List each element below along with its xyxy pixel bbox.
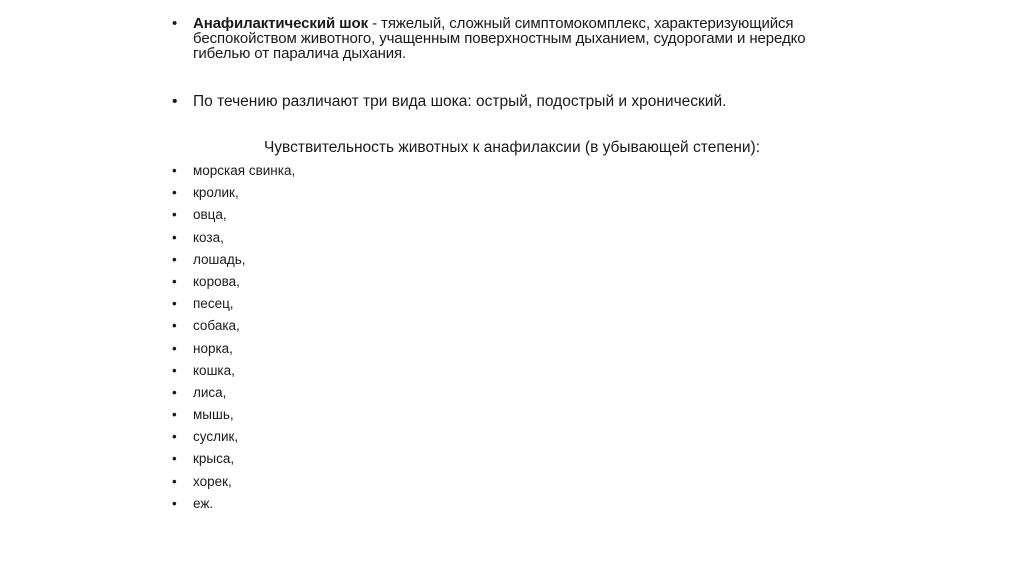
shock-types-text: По течению различают три вида шока: острый, подострый и хронический. bbox=[193, 93, 727, 110]
bullet-marker: • bbox=[172, 163, 177, 178]
definition-text: - тяжелый, сложный симптомокомплекс, характеризующийся беспокойством животного, учащенным поверхностным дыханием, судорогами и нередко гибелью от паралича дыхания. bbox=[193, 15, 806, 62]
bullet-marker: • bbox=[172, 296, 177, 312]
bullet-marker: • bbox=[172, 93, 178, 110]
bullet-marker: • bbox=[172, 429, 177, 445]
bullet-marker: • bbox=[172, 251, 177, 267]
anaphylactic-shock-bullet bbox=[172, 16, 812, 61]
bullet-marker: • bbox=[172, 473, 177, 489]
bullet-marker: • bbox=[172, 407, 177, 423]
animal-label: песец, bbox=[193, 296, 234, 312]
bullet-marker: • bbox=[172, 384, 177, 400]
bullet-marker: • bbox=[172, 15, 178, 32]
animal-label: лошадь, bbox=[193, 251, 246, 267]
animal-label: еж. bbox=[193, 495, 214, 511]
animal-label: кролик, bbox=[193, 185, 239, 201]
term-anaphylactic-shock: Анафилактический шок bbox=[193, 15, 369, 32]
animal-label: хорек, bbox=[193, 473, 232, 489]
animal-label: собака, bbox=[193, 318, 240, 334]
animal-label: кошка, bbox=[193, 362, 235, 378]
bullet-marker: • bbox=[172, 229, 177, 245]
animal-label: лиса, bbox=[193, 384, 227, 400]
animal-label: коза, bbox=[193, 229, 224, 245]
shock-types-bullet bbox=[172, 93, 812, 111]
bullet-marker: • bbox=[172, 207, 177, 223]
bullet-marker: • bbox=[172, 451, 177, 467]
animal-label: морская свинка, bbox=[193, 163, 296, 178]
animal-label: корова, bbox=[193, 273, 240, 289]
bullet-marker: • bbox=[172, 340, 177, 356]
animal-label: мышь, bbox=[193, 407, 234, 423]
bullet-marker: • bbox=[172, 185, 177, 201]
animal-label: суслик, bbox=[193, 429, 239, 445]
sensitivity-heading: Чувствительность животных к анафилаксии (в убывающей степени): bbox=[263, 139, 761, 156]
animal-label: крыса, bbox=[193, 451, 235, 467]
bullet-marker: • bbox=[172, 318, 177, 334]
bullet-marker: • bbox=[172, 273, 177, 289]
animal-label: овца, bbox=[193, 207, 227, 223]
anaphylactic-shock-definition bbox=[193, 16, 812, 61]
bullet-marker: • bbox=[172, 495, 177, 511]
animal-label: норка, bbox=[193, 340, 233, 356]
bullet-marker: • bbox=[172, 362, 177, 378]
